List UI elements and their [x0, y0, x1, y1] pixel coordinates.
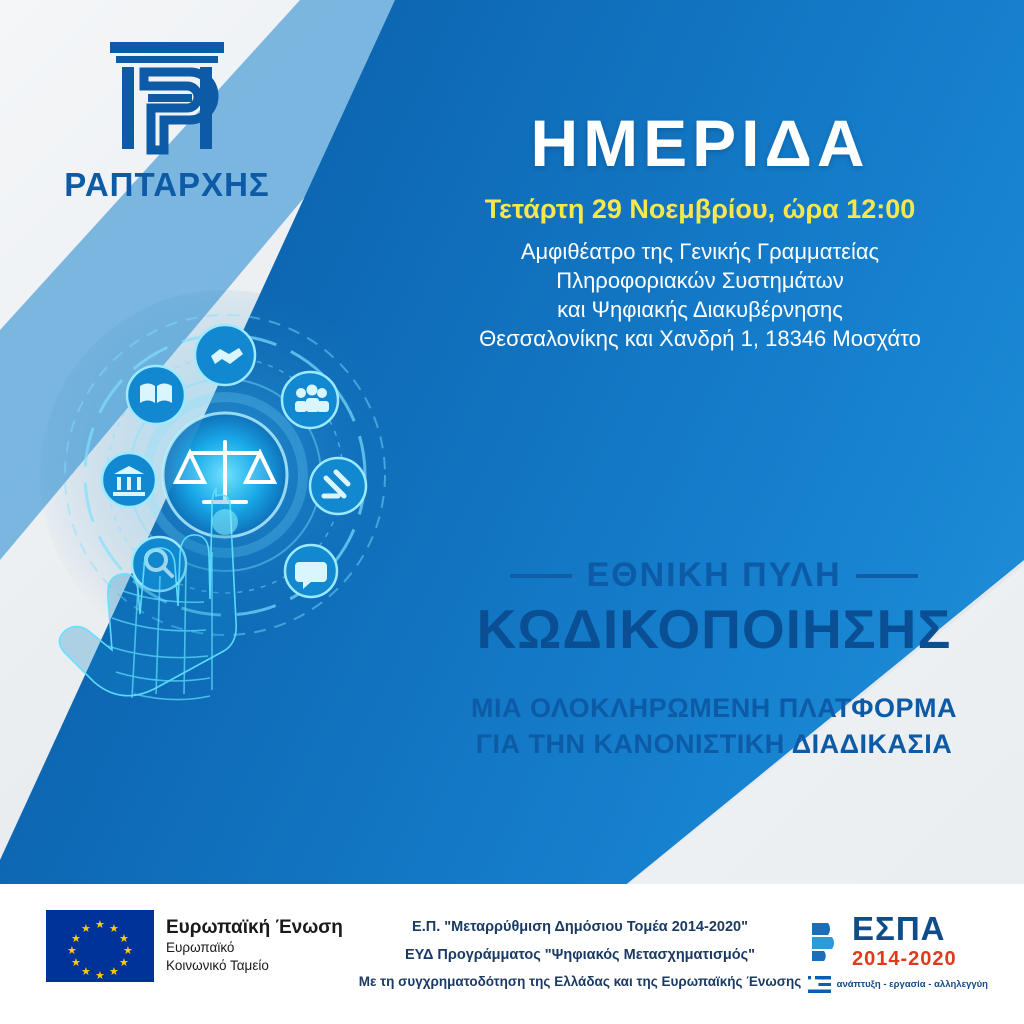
programme-line-2: ΕΥΔ Προγράμματος "Ψηφιακός Μετασχηματισμός": [404, 946, 756, 963]
brand-logo: [52, 34, 282, 204]
campaign-headline: [430, 556, 998, 762]
eu-title: Ευρωπαϊκή Ένωση: [166, 916, 343, 938]
espa-bars-icon: [808, 917, 844, 965]
headline-sub: [430, 690, 998, 763]
event-info: [400, 106, 1000, 353]
event-title: ΗΜΕΡΙΔΑ: [530, 106, 870, 180]
headline-sub-line-1: ΜΙΑ ΟΛΟΚΛΗΡΩΜΕΝΗ ΠΛΑΤΦΟΡΜΑ: [471, 692, 957, 723]
programme-line-3: Με τη συγχρηματοδότηση της Ελλάδας και της Ευρωπαϊκής Ένωσης: [358, 974, 802, 990]
hero-graphic: [20, 290, 450, 740]
event-venue-line-3: και Ψηφιακής Διακυβέρνησης: [557, 297, 843, 323]
programme-credits: [320, 914, 840, 995]
eu-text: [166, 917, 343, 975]
rule-left: [510, 574, 572, 578]
rule-right: [856, 574, 918, 578]
espa-title: ΕΣΠΑ: [852, 910, 946, 947]
espa-years: 2014-2020: [852, 948, 957, 970]
event-date: Τετάρτη 29 Νοεμβρίου, ώρα 12:00: [484, 194, 916, 224]
eu-sub-line-2: Κοινωνικό Ταμείο: [166, 958, 269, 973]
espa-tagline: ανάπτυξη - εργασία - αλληλεγγύη: [836, 979, 988, 990]
footer: [0, 892, 1024, 1024]
eu-sub-line-1: Ευρωπαϊκό: [166, 939, 235, 955]
greek-flag-icon: [808, 976, 831, 993]
headline-eyebrow-row: [430, 556, 998, 595]
headline-sub-line-2: ΓΙΑ ΤΗΝ ΚΑΝΟΝΙΣΤΙΚΗ ΔΙΑΔΙΚΑΣΙΑ: [475, 728, 953, 759]
eu-flag-icon: ★ ★ ★ ★ ★ ★ ★ ★ ★ ★ ★ ★: [46, 910, 154, 982]
event-venue-line-2: Πληροφοριακών Συστημάτων: [556, 268, 844, 294]
brand-name: ΡΑΠΤΑΡΧΗΣ: [64, 166, 270, 203]
classical-column-monogram-icon: [52, 34, 282, 164]
headline-eyebrow: ΕΘΝΙΚΗ ΠΥΛΗ: [586, 556, 842, 594]
event-venue-line-1: Αμφιθέατρο της Γενικής Γραμματείας: [520, 239, 880, 264]
programme-line-1: Ε.Π. "Μεταρρύθμιση Δημόσιου Τομέα 2014-2020": [412, 919, 748, 935]
eu-funding-block: [46, 910, 343, 982]
event-venue-line-4: Θεσσαλονίκης και Χανδρή 1, 18346 Μοσχάτο: [479, 326, 921, 352]
headline-main: ΚΩΔΙΚΟΠΟΙΗΣΗΣ: [476, 598, 952, 660]
espa-logo: [808, 910, 988, 990]
